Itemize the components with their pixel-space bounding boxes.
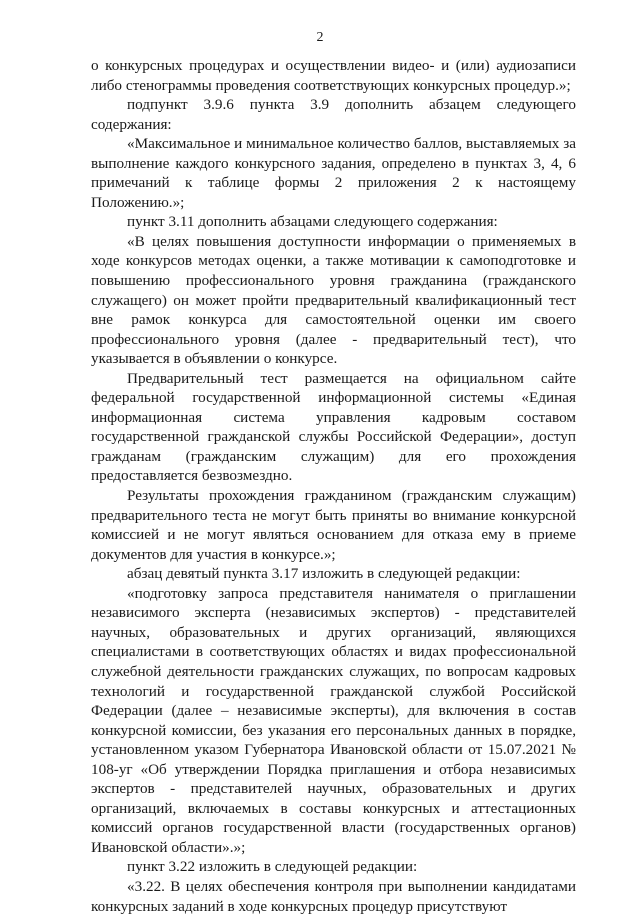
paragraph-point-3-11: пункт 3.11 дополнить абзацами следующего содержания: bbox=[127, 213, 498, 231]
paragraph-quote-independent-experts: «подготовку запроса представителя нанимателя о приглашении независимого эксперта (независимых экспертов) - представителей научных, образовательных и других организаций, являющихся специалистами в соответствующих областях и видах профессиональной служебной деятельности гражданских служащих, по вопросам кадровых технологий и государственной гражданской службой Российской Федерации (далее – независимые эксперты), для включения в состав конкурсной комиссии, без указания его персональных данных в порядке, установленном указом Губернатора Ивановской области от 15.07.2021 № 108-уг «Об утверждении Порядка приглашения и отбора независимых экспертов - представителей научных, образовательных и других организаций, включаемых в составы конкурсных и аттестационных комиссий органов государственной власти (государственных органов) Ивановской области».»; bbox=[91, 584, 576, 856]
paragraph-test-placement: Предварительный тест размещается на официальном сайте федеральной государственной информационной системы «Единая информационная система управления кадровым составом государственной гражданской службы Российской Федерации», доступ гражданам (гражданским служащим) для его прохождения предоставляется безвозмездно. bbox=[91, 369, 576, 485]
paragraph-point-3-17: абзац девятый пункта 3.17 изложить в следующей редакции: bbox=[127, 565, 521, 583]
paragraph-quote-preliminary-test: «В целях повышения доступности информации о применяемых в ходе конкурсов методах оценки, а также мотивации к самоподготовке и повышению профессионального уровня гражданина (гражданского служащего) он может пройти предварительный квалификационный тест вне рамок конкурса для самостоятельной оценки им своего профессионального уровня (далее - предварительный тест), что указывается в объявлении о конкурсе. bbox=[91, 232, 576, 368]
paragraph-subpoint-3-9-6: подпункт 3.9.6 пункта 3.9 дополнить абзацем следующего содержания: bbox=[91, 96, 576, 133]
paragraph-point-3-22: пункт 3.22 изложить в следующей редакции: bbox=[127, 858, 418, 876]
document-body bbox=[91, 56, 576, 916]
paragraph-continuation: о конкурсных процедурах и осуществлении видео- и (или) аудиозаписи либо стенограммы проведения соответствующих конкурсных процедур.»; bbox=[91, 57, 576, 94]
paragraph-quote-3-22: «3.22. В целях обеспечения контроля при выполнении кандидатами конкурсных заданий в ходе конкурсных процедур присутствуют bbox=[91, 877, 576, 915]
paragraph-quote-max-min-score: «Максимальное и минимальное количество баллов, выставляемых за выполнение каждого конкурсного задания, определено в пунктах 3, 4, 6 примечаний к таблице формы 2 приложения 2 к настоящему Положению.»; bbox=[91, 135, 576, 211]
paragraph-test-results: Результаты прохождения гражданином (гражданским служащим) предварительного теста не могут быть приняты во внимание конкурсной комиссией и не могут являться основанием для отказа ему в приеме документов для участия в конкурсе.»; bbox=[91, 487, 576, 563]
page-number: 2 bbox=[316, 30, 324, 45]
